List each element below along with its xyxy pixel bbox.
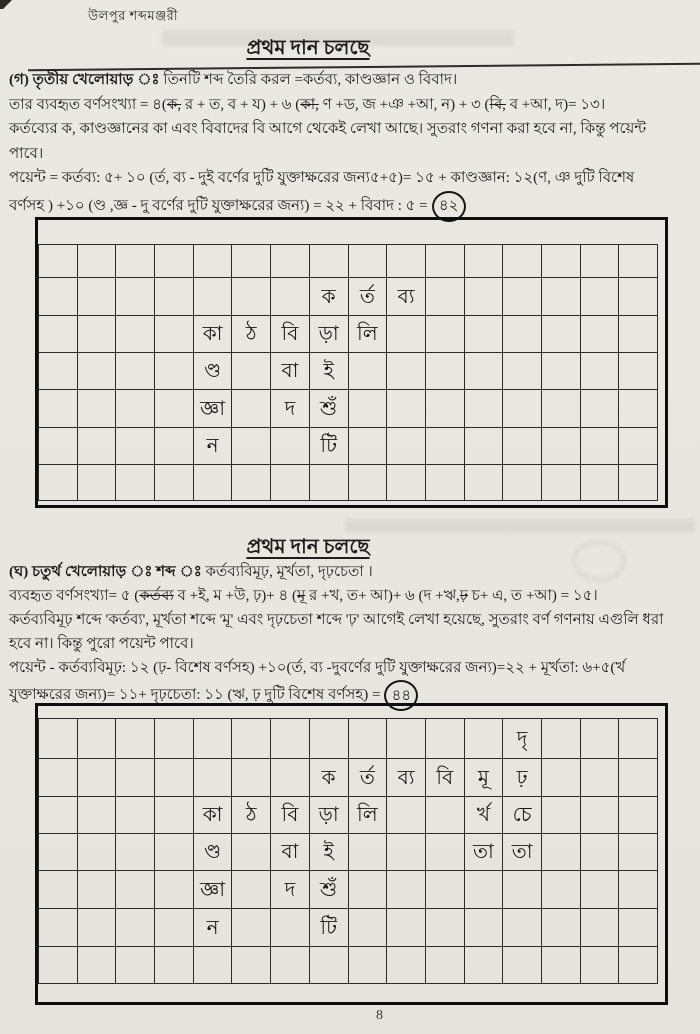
- board-cell: [116, 834, 155, 871]
- board-letter-tile: র্খ: [464, 797, 503, 834]
- board-cell: [116, 719, 155, 759]
- board-grid: [38, 244, 658, 501]
- text-segment: র + ত, ব + য) + ৬ (: [181, 96, 301, 113]
- board-cell: [155, 797, 194, 834]
- board-letter-tile: দ: [271, 871, 310, 909]
- points-line: পয়েন্ট - কর্তব্যবিমূঢ়: ১২ (ঢ়- বিশেষ বর্ণসহ) +১০(র্ত, ব্য -দুবর্ণের দুটি যুক্তাক্ষরের জন্য)=২২ + মূর্খতা: ৬+৫(র্খ: [9, 660, 626, 676]
- board-letter-tile: শুঁ: [309, 871, 348, 909]
- letter-count-line: [9, 584, 697, 608]
- section-gh-title: প্রথম দান চলছে: [246, 536, 370, 558]
- board-cell: [387, 245, 426, 278]
- board-letter-tile: টি: [309, 909, 348, 947]
- board-cell: [387, 428, 426, 465]
- struck-letter: কা,: [300, 96, 319, 113]
- points-line: পয়েন্ট = কর্তব্য: ৫+ ১০ (র্ত, ব্য - দুই বর্ণের দুটি যুক্তাক্ষরের জন্য৫+৫)= ১৫ + কাণ্ডজ্ঞান: ১২(ণ, ঞ দুটি বিশেষ: [9, 170, 635, 186]
- board-cell: [425, 797, 464, 834]
- board-letter-tile: ণ্ড: [193, 353, 232, 390]
- board-cell: [541, 390, 580, 428]
- board-cell: [193, 465, 232, 501]
- board-cell: [77, 390, 116, 428]
- board-cell: [619, 797, 658, 834]
- board-cell: [464, 465, 503, 501]
- board-cell: [541, 947, 580, 984]
- board-cell: [580, 316, 619, 353]
- struck-letter: বি,: [489, 96, 506, 113]
- board-cell: [39, 834, 78, 871]
- board-cell: [503, 316, 542, 353]
- board-cell: [232, 428, 271, 465]
- board-cell: [541, 871, 580, 909]
- board-cell: [580, 278, 619, 316]
- board-cell: [77, 245, 116, 278]
- board-cell: [619, 278, 658, 316]
- board-cell: [39, 909, 78, 947]
- board-cell: [503, 947, 542, 984]
- board-letter-tile: ই: [309, 353, 348, 390]
- ink-bleed-artifact: [345, 519, 695, 533]
- text-segment: তার ব্যবহৃত বর্ণসংখ্যা = ৪(: [9, 96, 167, 113]
- board-cell: [116, 245, 155, 278]
- board-cell: [77, 353, 116, 390]
- board-cell: [541, 719, 580, 759]
- board-cell: [271, 759, 310, 797]
- points-line: [9, 191, 697, 216]
- board-cell: [309, 947, 348, 984]
- board-cell: [155, 278, 194, 316]
- heading-rest: কর্তব্যবিমূঢ়, মূর্খতা, দৃঢ়চেতা ।: [201, 564, 373, 580]
- board-cell: [580, 390, 619, 428]
- board-letter-tile: কা: [193, 316, 232, 353]
- board-cell: [232, 947, 271, 984]
- board-cell: [77, 871, 116, 909]
- board-cell: [77, 719, 116, 759]
- board-cell: [580, 871, 619, 909]
- board-cell: [580, 465, 619, 501]
- board-cell: [39, 759, 78, 797]
- board-cell: [348, 909, 387, 947]
- board-letter-tile: ব্য: [387, 759, 426, 797]
- board-cell: [425, 316, 464, 353]
- board-letter-tile: ক: [309, 759, 348, 797]
- board-cell: [464, 316, 503, 353]
- board-cell: [580, 353, 619, 390]
- text-segment: ণ +ড, জ +ঞ +আ, ন) + ৩ (: [318, 96, 490, 113]
- board-cell: [193, 947, 232, 984]
- board-cell: [348, 834, 387, 871]
- board-cell: [77, 834, 116, 871]
- board-letter-tile: দৃ: [503, 719, 542, 759]
- player-heading: (ঘ) চতুর্থ খেলোয়াড় ঃ শব্দ ঃ: [9, 564, 202, 580]
- board-cell: [116, 353, 155, 390]
- board-cell: [619, 909, 658, 947]
- board-cell: [39, 871, 78, 909]
- board-cell: [503, 465, 542, 501]
- board-cell: [155, 947, 194, 984]
- board-cell: [232, 245, 271, 278]
- board-cell: [155, 759, 194, 797]
- board-cell: [464, 428, 503, 465]
- board-cell: [193, 278, 232, 316]
- board-cell: [503, 871, 542, 909]
- board-cell: [580, 834, 619, 871]
- board-cell: [232, 465, 271, 501]
- board-cell: [155, 428, 194, 465]
- board-cell: [503, 390, 542, 428]
- board-cell: [619, 390, 658, 428]
- board-letter-tile: কা: [193, 797, 232, 834]
- board-letter-tile: বি: [271, 316, 310, 353]
- total-points-badge: ৪৪: [384, 680, 418, 711]
- board-cell: [271, 278, 310, 316]
- section-g-title: প্রথম দান চলছে: [246, 37, 370, 59]
- board-cell: [541, 278, 580, 316]
- board-cell: [425, 834, 464, 871]
- board-cell: [77, 947, 116, 984]
- board-letter-tile: বি: [271, 797, 310, 834]
- board-cell: [77, 428, 116, 465]
- board-cell: [580, 759, 619, 797]
- board-cell: [39, 428, 78, 465]
- board-cell: [271, 245, 310, 278]
- board-cell: [464, 390, 503, 428]
- board-cell: [619, 719, 658, 759]
- board-cell: [580, 719, 619, 759]
- board-cell: [155, 245, 194, 278]
- board-cell: [503, 428, 542, 465]
- scan-corner-artifact: [0, 0, 12, 9]
- board-cell: [232, 719, 271, 759]
- board-cell: [619, 871, 658, 909]
- board-cell: [39, 316, 78, 353]
- board-cell: [387, 871, 426, 909]
- board-cell: [425, 871, 464, 909]
- board-cell: [232, 278, 271, 316]
- board-cell: [541, 245, 580, 278]
- board-cell: [193, 245, 232, 278]
- struck-letter: ক,: [166, 96, 182, 113]
- heading-rest: তিনটি শব্দ তৈরি করল =কর্তব্য, কাণ্ডজ্ঞান ও বিবাদ।: [159, 72, 458, 88]
- board-cell: [39, 465, 78, 501]
- board-letter-tile: জ্ঞা: [193, 871, 232, 909]
- board-cell: [464, 947, 503, 984]
- board-cell: [116, 947, 155, 984]
- board-cell: [348, 947, 387, 984]
- board-letter-tile: টি: [309, 428, 348, 465]
- note-line: কর্তব্যের ক, কাণ্ডজ্ঞানের কা এবং বিবাদের বি আগে থেকেই লেখা আছে। সুতরাং গণনা করা হবে না, কিন্তু পয়েন্ট: [9, 121, 647, 137]
- board-cell: [387, 909, 426, 947]
- board-letter-tile: বা: [271, 353, 310, 390]
- board-letter-tile: ড়া: [309, 316, 348, 353]
- board-cell: [348, 428, 387, 465]
- board-cell: [271, 465, 310, 501]
- board-cell: [464, 909, 503, 947]
- board-cell: [464, 871, 503, 909]
- board-letter-tile: ন: [193, 909, 232, 947]
- board-letter-tile: জ্ঞা: [193, 390, 232, 428]
- board-cell: [116, 871, 155, 909]
- text-segment: ব +আ, দ)= ১৩।: [505, 96, 606, 113]
- board-cell: [232, 909, 271, 947]
- text-segment: চ+ এ, ত +আ) = ১৫।: [467, 588, 598, 604]
- board-cell: [155, 353, 194, 390]
- board-cell: [348, 390, 387, 428]
- points-line: [9, 680, 697, 704]
- board-cell: [464, 719, 503, 759]
- board-cell: [425, 353, 464, 390]
- board-letter-tile: দ: [271, 390, 310, 428]
- board-cell: [464, 245, 503, 278]
- total-points-badge: ৪২: [432, 191, 466, 222]
- board-letter-tile: বা: [271, 834, 310, 871]
- board-cell: [232, 759, 271, 797]
- struck-letter: ঢ়: [459, 588, 468, 604]
- board-cell: [425, 428, 464, 465]
- board-cell: [619, 428, 658, 465]
- board-letter-tile: ব্য: [387, 278, 426, 316]
- board-cell: [464, 353, 503, 390]
- board-cell: [580, 909, 619, 947]
- text-segment: র +খ, ত+ আ)+ ৬ (দ +ঋ,: [305, 588, 460, 604]
- section-gh-heading-line: [9, 560, 697, 584]
- board-cell: [155, 390, 194, 428]
- board-letter-tile: লি: [348, 797, 387, 834]
- board-cell: [116, 390, 155, 428]
- points-line-text: বর্ণসহ ) +১০ (ণ্ড ,জ্ঞ - দু বর্ণের দুটি যুক্তাক্ষরের জন্য) = ২২ + বিবাদ : ৫ =: [9, 197, 428, 214]
- board-letter-tile: ড়া: [309, 797, 348, 834]
- game-board-2: [35, 703, 668, 1005]
- board-cell: [116, 316, 155, 353]
- board-cell: [39, 947, 78, 984]
- board-cell: [232, 871, 271, 909]
- board-letter-tile: মূ: [464, 759, 503, 797]
- board-letter-tile: র্ত: [348, 759, 387, 797]
- board-cell: [155, 316, 194, 353]
- board-cell: [580, 797, 619, 834]
- board-cell: [541, 834, 580, 871]
- board-letter-tile: ঢ়: [503, 759, 542, 797]
- board-cell: [425, 719, 464, 759]
- board-cell: [39, 245, 78, 278]
- board-cell: [387, 316, 426, 353]
- board-letter-tile: ণ্ড: [193, 834, 232, 871]
- board-cell: [580, 245, 619, 278]
- board-cell: [541, 465, 580, 501]
- board-letter-tile: ন: [193, 428, 232, 465]
- board-cell: [619, 353, 658, 390]
- board-cell: [619, 316, 658, 353]
- board-cell: [503, 245, 542, 278]
- board-cell: [116, 909, 155, 947]
- letter-count-line: [9, 93, 697, 118]
- board-letter-tile: বি: [425, 759, 464, 797]
- board-cell: [232, 834, 271, 871]
- board-cell: [39, 278, 78, 316]
- board-cell: [541, 759, 580, 797]
- board-cell: [425, 245, 464, 278]
- book-header: উলপুর শব্দমঞ্জরী: [88, 8, 179, 23]
- board-cell: [464, 278, 503, 316]
- board-cell: [232, 390, 271, 428]
- board-cell: [193, 719, 232, 759]
- text-segment: ব +ই, ম +উ, ঢ়)+ ৪ (: [173, 588, 297, 604]
- board-cell: [425, 909, 464, 947]
- board-cell: [77, 278, 116, 316]
- board-cell: [309, 719, 348, 759]
- board-cell: [155, 871, 194, 909]
- board-cell: [387, 353, 426, 390]
- board-cell: [155, 465, 194, 501]
- board-cell: [619, 245, 658, 278]
- board-letter-tile: লি: [348, 316, 387, 353]
- board-cell: [271, 909, 310, 947]
- board-cell: [116, 465, 155, 501]
- board-cell: [387, 719, 426, 759]
- board-cell: [309, 465, 348, 501]
- board-cell: [503, 909, 542, 947]
- page-number: 8: [376, 1008, 383, 1023]
- board-cell: [116, 797, 155, 834]
- section-g-heading-line: [9, 68, 697, 93]
- board-cell: [387, 834, 426, 871]
- board-cell: [271, 947, 310, 984]
- board-cell: [77, 797, 116, 834]
- board-cell: [77, 316, 116, 353]
- board-cell: [387, 465, 426, 501]
- board-cell: [541, 428, 580, 465]
- board-cell: [619, 759, 658, 797]
- board-cell: [39, 390, 78, 428]
- note-line: কর্তব্যবিমূঢ় শব্দে 'কর্তব্য', মূর্খতা শব্দে 'মূ' এবং দৃঢ়চেতা শব্দে 'ঢ়' আগেই লেখা হয়েছে, সুতরাং বর্ণ গণনায় এগুলি ধরা: [9, 612, 664, 628]
- board-letter-tile: ঠ: [232, 797, 271, 834]
- board-cell: [580, 428, 619, 465]
- player-heading: (গ) তৃতীয় খেলোয়াড় ঃ: [9, 72, 160, 88]
- board-letter-tile: ই: [309, 834, 348, 871]
- text-segment: ব্যবহৃত বর্ণসংখ্যা= ৫ (: [9, 588, 140, 604]
- note-line: পাবে।: [9, 145, 44, 162]
- points-line-text: যুক্তাক্ষরের জন্য)= ১১+ দৃঢ়চেতা: ১১ (ঋ, ঢ় দুটি বিশেষ বর্ণসহ) =: [9, 686, 381, 703]
- board-cell: [232, 353, 271, 390]
- section-gh-paragraph: [9, 560, 697, 704]
- board-cell: [39, 353, 78, 390]
- board-cell: [39, 719, 78, 759]
- board-cell: [425, 278, 464, 316]
- board-cell: [425, 390, 464, 428]
- board-cell: [193, 759, 232, 797]
- board-cell: [348, 719, 387, 759]
- section-g-paragraph: [9, 68, 697, 215]
- board-cell: [387, 390, 426, 428]
- board-cell: [541, 909, 580, 947]
- board-cell: [348, 353, 387, 390]
- board-cell: [425, 465, 464, 501]
- board-cell: [619, 834, 658, 871]
- board-cell: [541, 316, 580, 353]
- board-cell: [116, 278, 155, 316]
- board-letter-tile: র্ত: [348, 278, 387, 316]
- note-line: হবে না। কিন্তু পুরো পয়েন্ট পাবে।: [9, 636, 194, 652]
- board-cell: [155, 719, 194, 759]
- board-cell: [155, 909, 194, 947]
- board-cell: [580, 947, 619, 984]
- board-cell: [348, 871, 387, 909]
- struck-letter: কর্তব্য: [139, 588, 174, 604]
- board-letter-tile: ঠ: [232, 316, 271, 353]
- board-letter-tile: শুঁ: [309, 390, 348, 428]
- board-cell: [619, 465, 658, 501]
- board-letter-tile: তা: [503, 834, 542, 871]
- board-cell: [77, 465, 116, 501]
- board-cell: [271, 719, 310, 759]
- board-letter-tile: ক: [309, 278, 348, 316]
- board-cell: [116, 759, 155, 797]
- game-board-1: [35, 217, 668, 508]
- board-cell: [387, 947, 426, 984]
- struck-letter: মূ: [296, 588, 306, 604]
- board-cell: [541, 797, 580, 834]
- board-letter-tile: চে: [503, 797, 542, 834]
- board-cell: [348, 465, 387, 501]
- board-cell: [425, 947, 464, 984]
- board-cell: [77, 759, 116, 797]
- board-cell: [309, 245, 348, 278]
- board-cell: [271, 428, 310, 465]
- board-letter-tile: তা: [464, 834, 503, 871]
- board-cell: [387, 797, 426, 834]
- board-cell: [503, 353, 542, 390]
- board-cell: [39, 797, 78, 834]
- board-grid: [38, 718, 658, 984]
- board-cell: [348, 245, 387, 278]
- board-cell: [619, 947, 658, 984]
- board-cell: [116, 428, 155, 465]
- board-cell: [155, 834, 194, 871]
- board-cell: [503, 278, 542, 316]
- board-cell: [541, 353, 580, 390]
- board-cell: [77, 909, 116, 947]
